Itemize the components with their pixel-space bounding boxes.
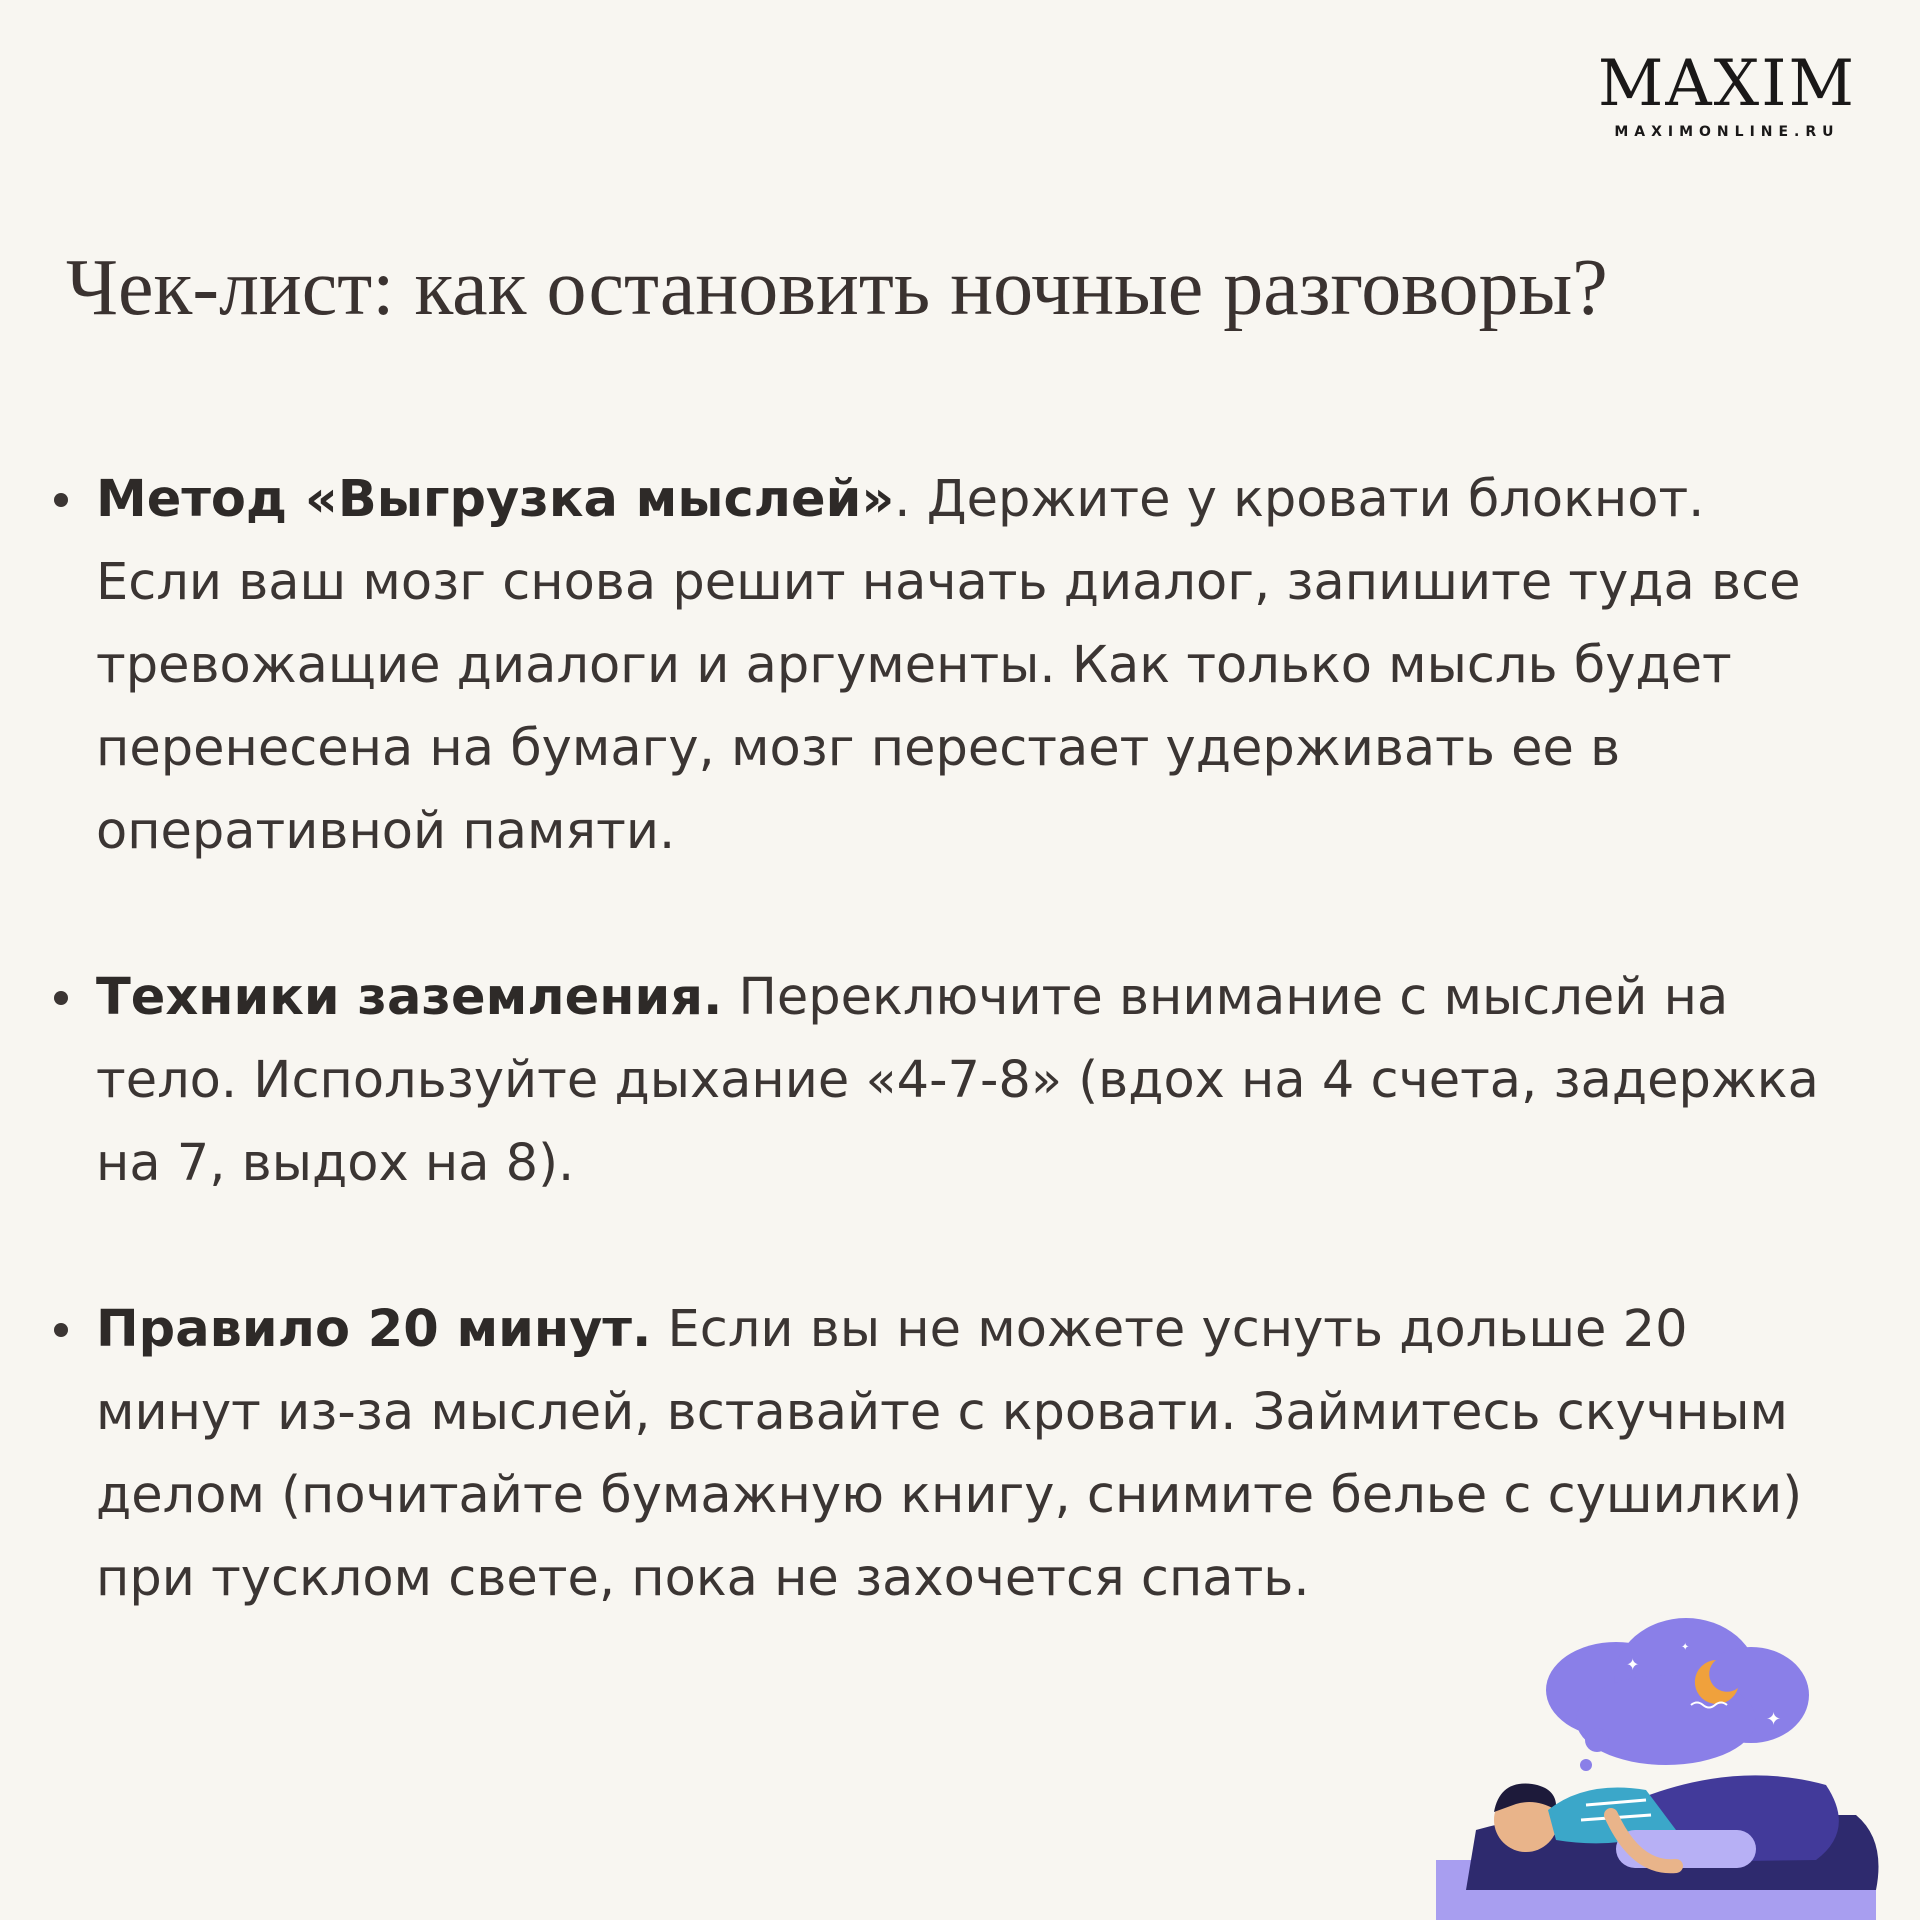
checklist xyxy=(96,458,1826,1620)
svg-text:✦: ✦ xyxy=(1766,1709,1782,1730)
dream-cloud-icon xyxy=(1546,1618,1809,1771)
checklist-item xyxy=(96,458,1826,873)
item-text: Переключите внимание с мыслей на тело. Используйте дыхание «4-7-8» (вдох на 4 счета, задержка на 7, выдох на 8). xyxy=(96,968,1819,1193)
svg-text:✦: ✦ xyxy=(1626,1655,1640,1674)
svg-text:✦: ✦ xyxy=(1681,1642,1690,1653)
page-title: Чек-лист: как остановить ночные разговоры? xyxy=(66,244,1608,332)
maxim-logo xyxy=(1597,47,1856,140)
sleeping-man-illustration xyxy=(1436,1600,1896,1920)
item-text: Если вы не можете уснуть дольше 20 минут из-за мыслей, вставайте с кровати. Займитесь скучным делом (почитайте бумажную книгу, снимите белье с сушилки) при тусклом свете, пока не захочется спать. xyxy=(96,1300,1803,1608)
logo-wordmark: MAXIM xyxy=(1597,47,1856,121)
item-heading: Правило 20 минут. xyxy=(96,1300,652,1359)
item-heading: Метод «Выгрузка мыслей» xyxy=(96,470,895,529)
checklist-item xyxy=(96,1288,1826,1620)
logo-site: MAXIMONLINE.RU xyxy=(1614,124,1840,140)
item-heading: Техники заземления. xyxy=(96,968,723,1027)
item-text: . Держите у кровати блокнот. Если ваш мозг снова решит начать диалог, запишите туда все тревожащие диалоги и аргументы. Как только мысль будет перенесена на бумагу, мозг перестает удерживать ее в оперативной памяти. xyxy=(96,470,1801,861)
checklist-item xyxy=(96,956,1826,1205)
